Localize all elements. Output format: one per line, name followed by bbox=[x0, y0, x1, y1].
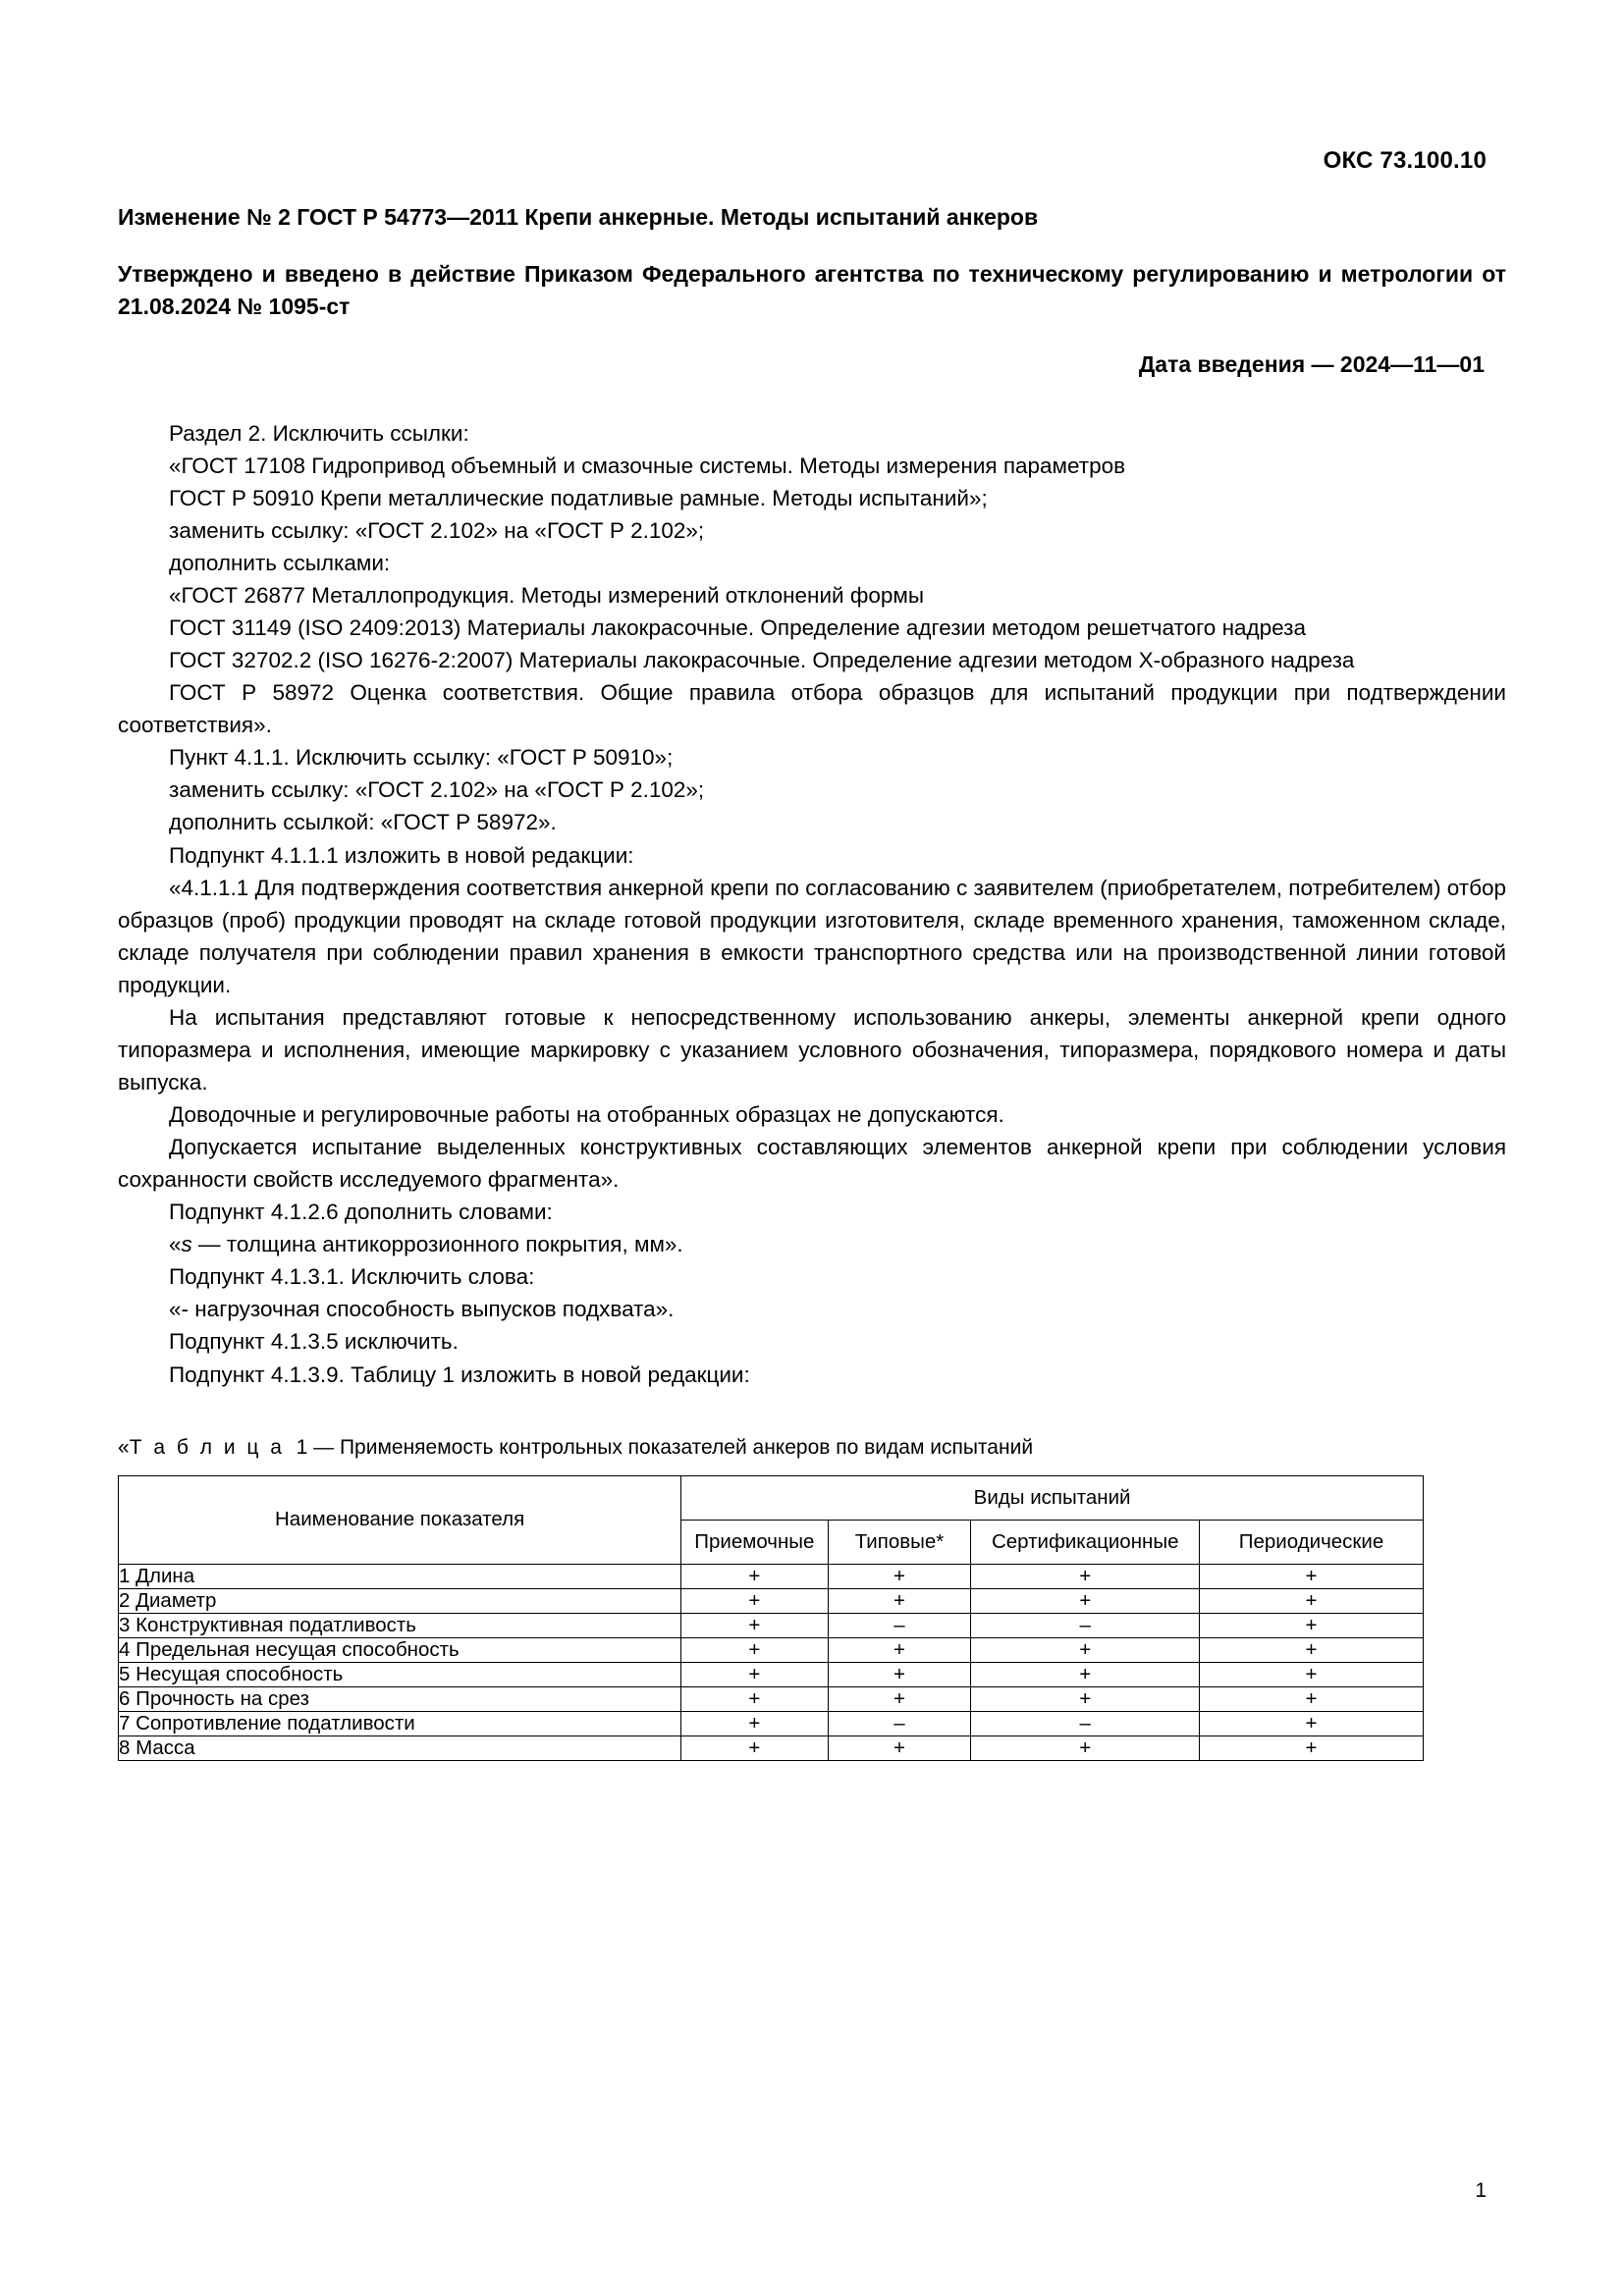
table-caption-number: 1 bbox=[296, 1435, 308, 1459]
table-body bbox=[119, 1564, 1424, 1760]
paragraph-excluded-words: «- нагрузочная способность выпусков подхвата». bbox=[169, 1297, 675, 1322]
row-label: 4 Предельная несущая способность bbox=[119, 1637, 681, 1662]
paragraph-subitem-4139: Подпункт 4.1.3.9. Таблицу 1 изложить в новой редакции: bbox=[169, 1362, 750, 1387]
table-caption-text: — Применяемость контрольных показателей анкеров по видам испытаний bbox=[313, 1435, 1034, 1459]
cell-acceptance: + bbox=[681, 1662, 828, 1686]
paragraph-gost-31149: ГОСТ 31149 (ISO 2409:2013) Материалы лакокрасочные. Определение адгезии методом решетчатого надреза bbox=[169, 615, 1307, 641]
cell-type: + bbox=[828, 1637, 971, 1662]
cell-periodic: + bbox=[1200, 1662, 1424, 1686]
document-body bbox=[118, 417, 1506, 1391]
cell-certification: + bbox=[971, 1735, 1200, 1760]
cell-acceptance: + bbox=[681, 1735, 828, 1760]
cell-acceptance: + bbox=[681, 1637, 828, 1662]
cell-certification: + bbox=[971, 1588, 1200, 1613]
cell-type: + bbox=[828, 1564, 971, 1588]
cell-certification: – bbox=[971, 1613, 1200, 1637]
row-label: 6 Прочность на срез bbox=[119, 1686, 681, 1711]
header-periodic: Периодические bbox=[1200, 1520, 1424, 1564]
table-row bbox=[119, 1637, 1424, 1662]
cell-certification: + bbox=[971, 1686, 1200, 1711]
cell-periodic: + bbox=[1200, 1686, 1424, 1711]
cell-certification: + bbox=[971, 1662, 1200, 1686]
change-title: Изменение № 2 ГОСТ Р 54773—2011 Крепи анкерные. Методы испытаний анкеров bbox=[118, 204, 1039, 230]
cell-acceptance: + bbox=[681, 1686, 828, 1711]
cell-type: + bbox=[828, 1662, 971, 1686]
oks-code: ОКС 73.100.10 bbox=[1323, 147, 1487, 174]
paragraph-coating-thickness bbox=[118, 1228, 1506, 1260]
header-acceptance: Приемочные bbox=[681, 1520, 828, 1564]
table-row bbox=[119, 1588, 1424, 1613]
introduction-date: Дата введения — 2024—11—01 bbox=[1138, 350, 1485, 377]
paragraph-subitem-4131: Подпункт 4.1.3.1. Исключить слова: bbox=[169, 1264, 535, 1290]
paragraph-subitem-4111-text: «4.1.1.1 Для подтверждения соответствия анкерной крепи по согласованию с заявителем (приобретателем, потребителем) отбор образцов (проб) продукции проводят на складе готовой продукции изготовителя, складе временного хранения, таможенном складе, складе получателя при соблюдении правил хранения в емкости транспортного средства или на производственной линии готовой продукции. bbox=[118, 875, 1506, 997]
table-row bbox=[119, 1711, 1424, 1735]
table-header-row-1 bbox=[119, 1475, 1424, 1520]
cell-periodic: + bbox=[1200, 1637, 1424, 1662]
approval-statement: Утверждено и введено в действие Приказом Федерального агентства по техническому регулированию и метрологии от 21.08.2024 № 1095-ст bbox=[118, 261, 1506, 320]
row-label: 5 Несущая способность bbox=[119, 1662, 681, 1686]
paragraph-replace-2102: заменить ссылку: «ГОСТ 2.102» на «ГОСТ Р 2.102»; bbox=[169, 517, 705, 543]
applicability-table bbox=[118, 1475, 1424, 1761]
header-type-tests: Типовые* bbox=[828, 1520, 971, 1564]
cell-acceptance: + bbox=[681, 1564, 828, 1588]
paragraph-gost-17108: «ГОСТ 17108 Гидропривод объемный и смазочные системы. Методы измерения параметров bbox=[169, 453, 1126, 478]
table-caption-word: Т а б л и ц а bbox=[129, 1435, 285, 1459]
cell-periodic: + bbox=[1200, 1564, 1424, 1588]
paragraph-no-adjustment: Доводочные и регулировочные работы на отобранных образцах не допускаются. bbox=[169, 1102, 1004, 1128]
cell-type: + bbox=[828, 1686, 971, 1711]
paragraph-item-411: Пункт 4.1.1. Исключить ссылку: «ГОСТ Р 50910»; bbox=[169, 745, 674, 771]
cell-periodic: + bbox=[1200, 1588, 1424, 1613]
table-head bbox=[119, 1475, 1424, 1564]
row-label: 7 Сопротивление податливости bbox=[119, 1711, 681, 1735]
row-label: 1 Длина bbox=[119, 1564, 681, 1588]
cell-periodic: + bbox=[1200, 1711, 1424, 1735]
table-row bbox=[119, 1613, 1424, 1637]
quote-open: « bbox=[169, 1232, 182, 1257]
table-caption bbox=[118, 1436, 1506, 1460]
paragraph-subitem-4111-heading: Подпункт 4.1.1.1 изложить в новой редакции: bbox=[169, 842, 634, 868]
cell-acceptance: + bbox=[681, 1711, 828, 1735]
cell-type: – bbox=[828, 1613, 971, 1637]
paragraph-gost-32702: ГОСТ 32702.2 (ISO 16276-2:2007) Материалы лакокрасочные. Определение адгезии методом Х-образного надреза bbox=[169, 648, 1355, 673]
paragraph-gost-50910: ГОСТ Р 50910 Крепи металлические податливые рамные. Методы испытаний»; bbox=[169, 485, 988, 510]
page-number: 1 bbox=[1475, 2179, 1487, 2202]
header-indicator-name: Наименование показателя bbox=[119, 1475, 681, 1564]
table-row bbox=[119, 1686, 1424, 1711]
table-row bbox=[119, 1564, 1424, 1588]
cell-certification: + bbox=[971, 1637, 1200, 1662]
row-label: 3 Конструктивная податливость bbox=[119, 1613, 681, 1637]
cell-periodic: + bbox=[1200, 1735, 1424, 1760]
paragraph-section2-heading: Раздел 2. Исключить ссылки: bbox=[169, 420, 469, 446]
symbol-s: s bbox=[181, 1232, 192, 1257]
paragraph-item-411-replace: заменить ссылку: «ГОСТ 2.102» на «ГОСТ Р 2.102»; bbox=[169, 777, 705, 803]
cell-acceptance: + bbox=[681, 1613, 828, 1637]
paragraph-gost-26877: «ГОСТ 26877 Металлопродукция. Методы измерений отклонений формы bbox=[169, 583, 925, 609]
table-row bbox=[119, 1662, 1424, 1686]
paragraph-samples-marking: На испытания представляют готовые к непосредственному использованию анкеры, элементы анкерной крепи одного типоразмера и исполнения, имеющие маркировку с указанием условного обозначения, типоразмера, порядкового номера и даты выпуска. bbox=[118, 1004, 1506, 1095]
paragraph-item-411-add: дополнить ссылкой: «ГОСТ Р 58972». bbox=[169, 810, 557, 835]
coating-thickness-text: — толщина антикоррозионного покрытия, мм». bbox=[191, 1232, 683, 1257]
paragraph-add-references: дополнить ссылками: bbox=[169, 550, 391, 575]
cell-acceptance: + bbox=[681, 1588, 828, 1613]
cell-certification: + bbox=[971, 1564, 1200, 1588]
cell-certification: – bbox=[971, 1711, 1200, 1735]
cell-type: – bbox=[828, 1711, 971, 1735]
header-certification: Сертификационные bbox=[971, 1520, 1200, 1564]
cell-type: + bbox=[828, 1588, 971, 1613]
cell-type: + bbox=[828, 1735, 971, 1760]
row-label: 8 Масса bbox=[119, 1735, 681, 1760]
table-caption-quote: « bbox=[118, 1435, 130, 1459]
paragraph-subitem-4135: Подпункт 4.1.3.5 исключить. bbox=[169, 1329, 459, 1355]
row-label: 2 Диаметр bbox=[119, 1588, 681, 1613]
header-test-types: Виды испытаний bbox=[681, 1475, 1424, 1520]
cell-periodic: + bbox=[1200, 1613, 1424, 1637]
paragraph-subitem-4126: Подпункт 4.1.2.6 дополнить словами: bbox=[169, 1200, 553, 1225]
table-row bbox=[119, 1735, 1424, 1760]
paragraph-gost-58972: ГОСТ Р 58972 Оценка соответствия. Общие правила отбора образцов для испытаний продукции при подтверждении соответствия». bbox=[118, 680, 1506, 738]
paragraph-fragment-testing: Допускается испытание выделенных конструктивных составляющих элементов анкерной крепи при соблюдении условия сохранности свойств исследуемого фрагмента». bbox=[118, 1135, 1506, 1193]
